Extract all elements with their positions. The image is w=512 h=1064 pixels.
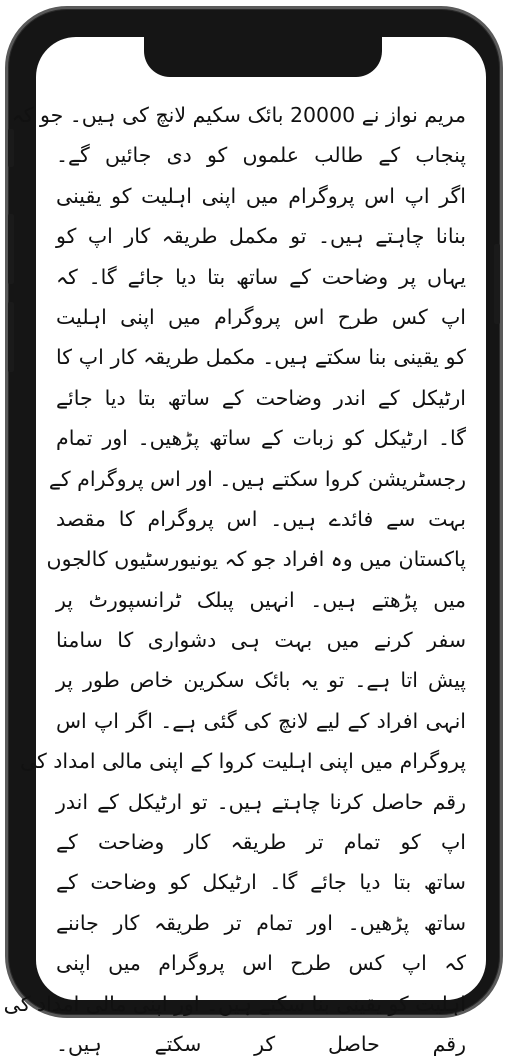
article-line: گا۔ ارٹیکل کو زبات کے ساتھ پڑھیں۔ اور تمام xyxy=(56,426,466,451)
power-button xyxy=(494,244,500,324)
article-text xyxy=(3,95,466,1064)
phone-screen xyxy=(3,37,486,1056)
article-line: ساتھ بتا دیا جائے گا۔ ارٹیکل کو وضاحت کے xyxy=(56,870,466,895)
article-line: پیش اتا ہے۔ تو یہ بائک سکرین خاص طور پر xyxy=(56,668,466,693)
article-line: مریم نواز نے 20000 بائک سکیم لانچ کی ہیں۔ جو کہ xyxy=(11,103,466,127)
article-line: ساتھ پڑھیں۔ اور تمام تر طریقہ کار جاننے xyxy=(56,910,466,935)
article-line: پنجاب کے طالب علموں کو دی جائیں گے۔ xyxy=(56,143,466,168)
article-line: کہ اپ کس طرح اس پروگرام میں اپنی xyxy=(56,951,466,976)
article-line: پاکستان میں وہ افراد جو کہ یونیورسٹیوں کالجوں xyxy=(46,547,466,572)
notch xyxy=(144,37,382,77)
article-line: سفر کرنے میں بہت ہی دشواری کا سامنا xyxy=(56,628,466,653)
phone-frame xyxy=(3,6,503,1056)
article-line: یہاں پر وضاحت کے ساتھ بتا دیا جائے گا۔ کہ xyxy=(56,264,466,289)
article-line: پروگرام میں اپنی اہلیت کروا کے اپنی مالی امداد کی xyxy=(19,749,466,774)
article-line: بنانا چاہتے ہیں۔ تو مکمل طریقہ کار اپ کو xyxy=(56,224,466,249)
article-line: میں پڑھتے ہیں۔ انہیں پبلک ٹرانسپورٹ پر xyxy=(56,587,466,612)
volume-up-button xyxy=(8,214,14,284)
article-line: ارٹیکل کے اندر وضاحت کے ساتھ بتا دیا جائے xyxy=(56,385,466,410)
article-line: انہی افراد کے لیے لانچ کی گئی ہے۔ اگر اپ اس xyxy=(56,708,466,733)
article-line: بہت سے فائدے ہیں۔ اس پروگرام کا مقصد xyxy=(56,506,466,531)
article-line: اگر اپ اس پروگرام میں اپنی اہلیت کو یقینی xyxy=(56,183,466,208)
article-line: رقم حاصل کرنا چاہتے ہیں۔ تو ارٹیکل کے اندر xyxy=(56,789,466,814)
article-line: اپ کس طرح اس پروگرام میں اپنی اہلیت xyxy=(56,304,466,329)
article-line: رقم حاصل کر سکتے ہیں۔ xyxy=(56,1031,466,1056)
volume-down-button xyxy=(8,302,14,372)
article-line: اپ کو تمام تر طریقہ کار وضاحت کے xyxy=(56,830,466,855)
article-line: کو یقینی بنا سکتے ہیں۔ مکمل طریقہ کار اپ کا xyxy=(56,345,466,370)
article-line: اہلیت کو یقینی بنا سکتے ہیں۔ اور اپنی مالی امداد کی xyxy=(3,991,466,1016)
article-line: رجسٹریشن کروا سکتے ہیں۔ اور اس پروگرام کے xyxy=(48,466,466,491)
